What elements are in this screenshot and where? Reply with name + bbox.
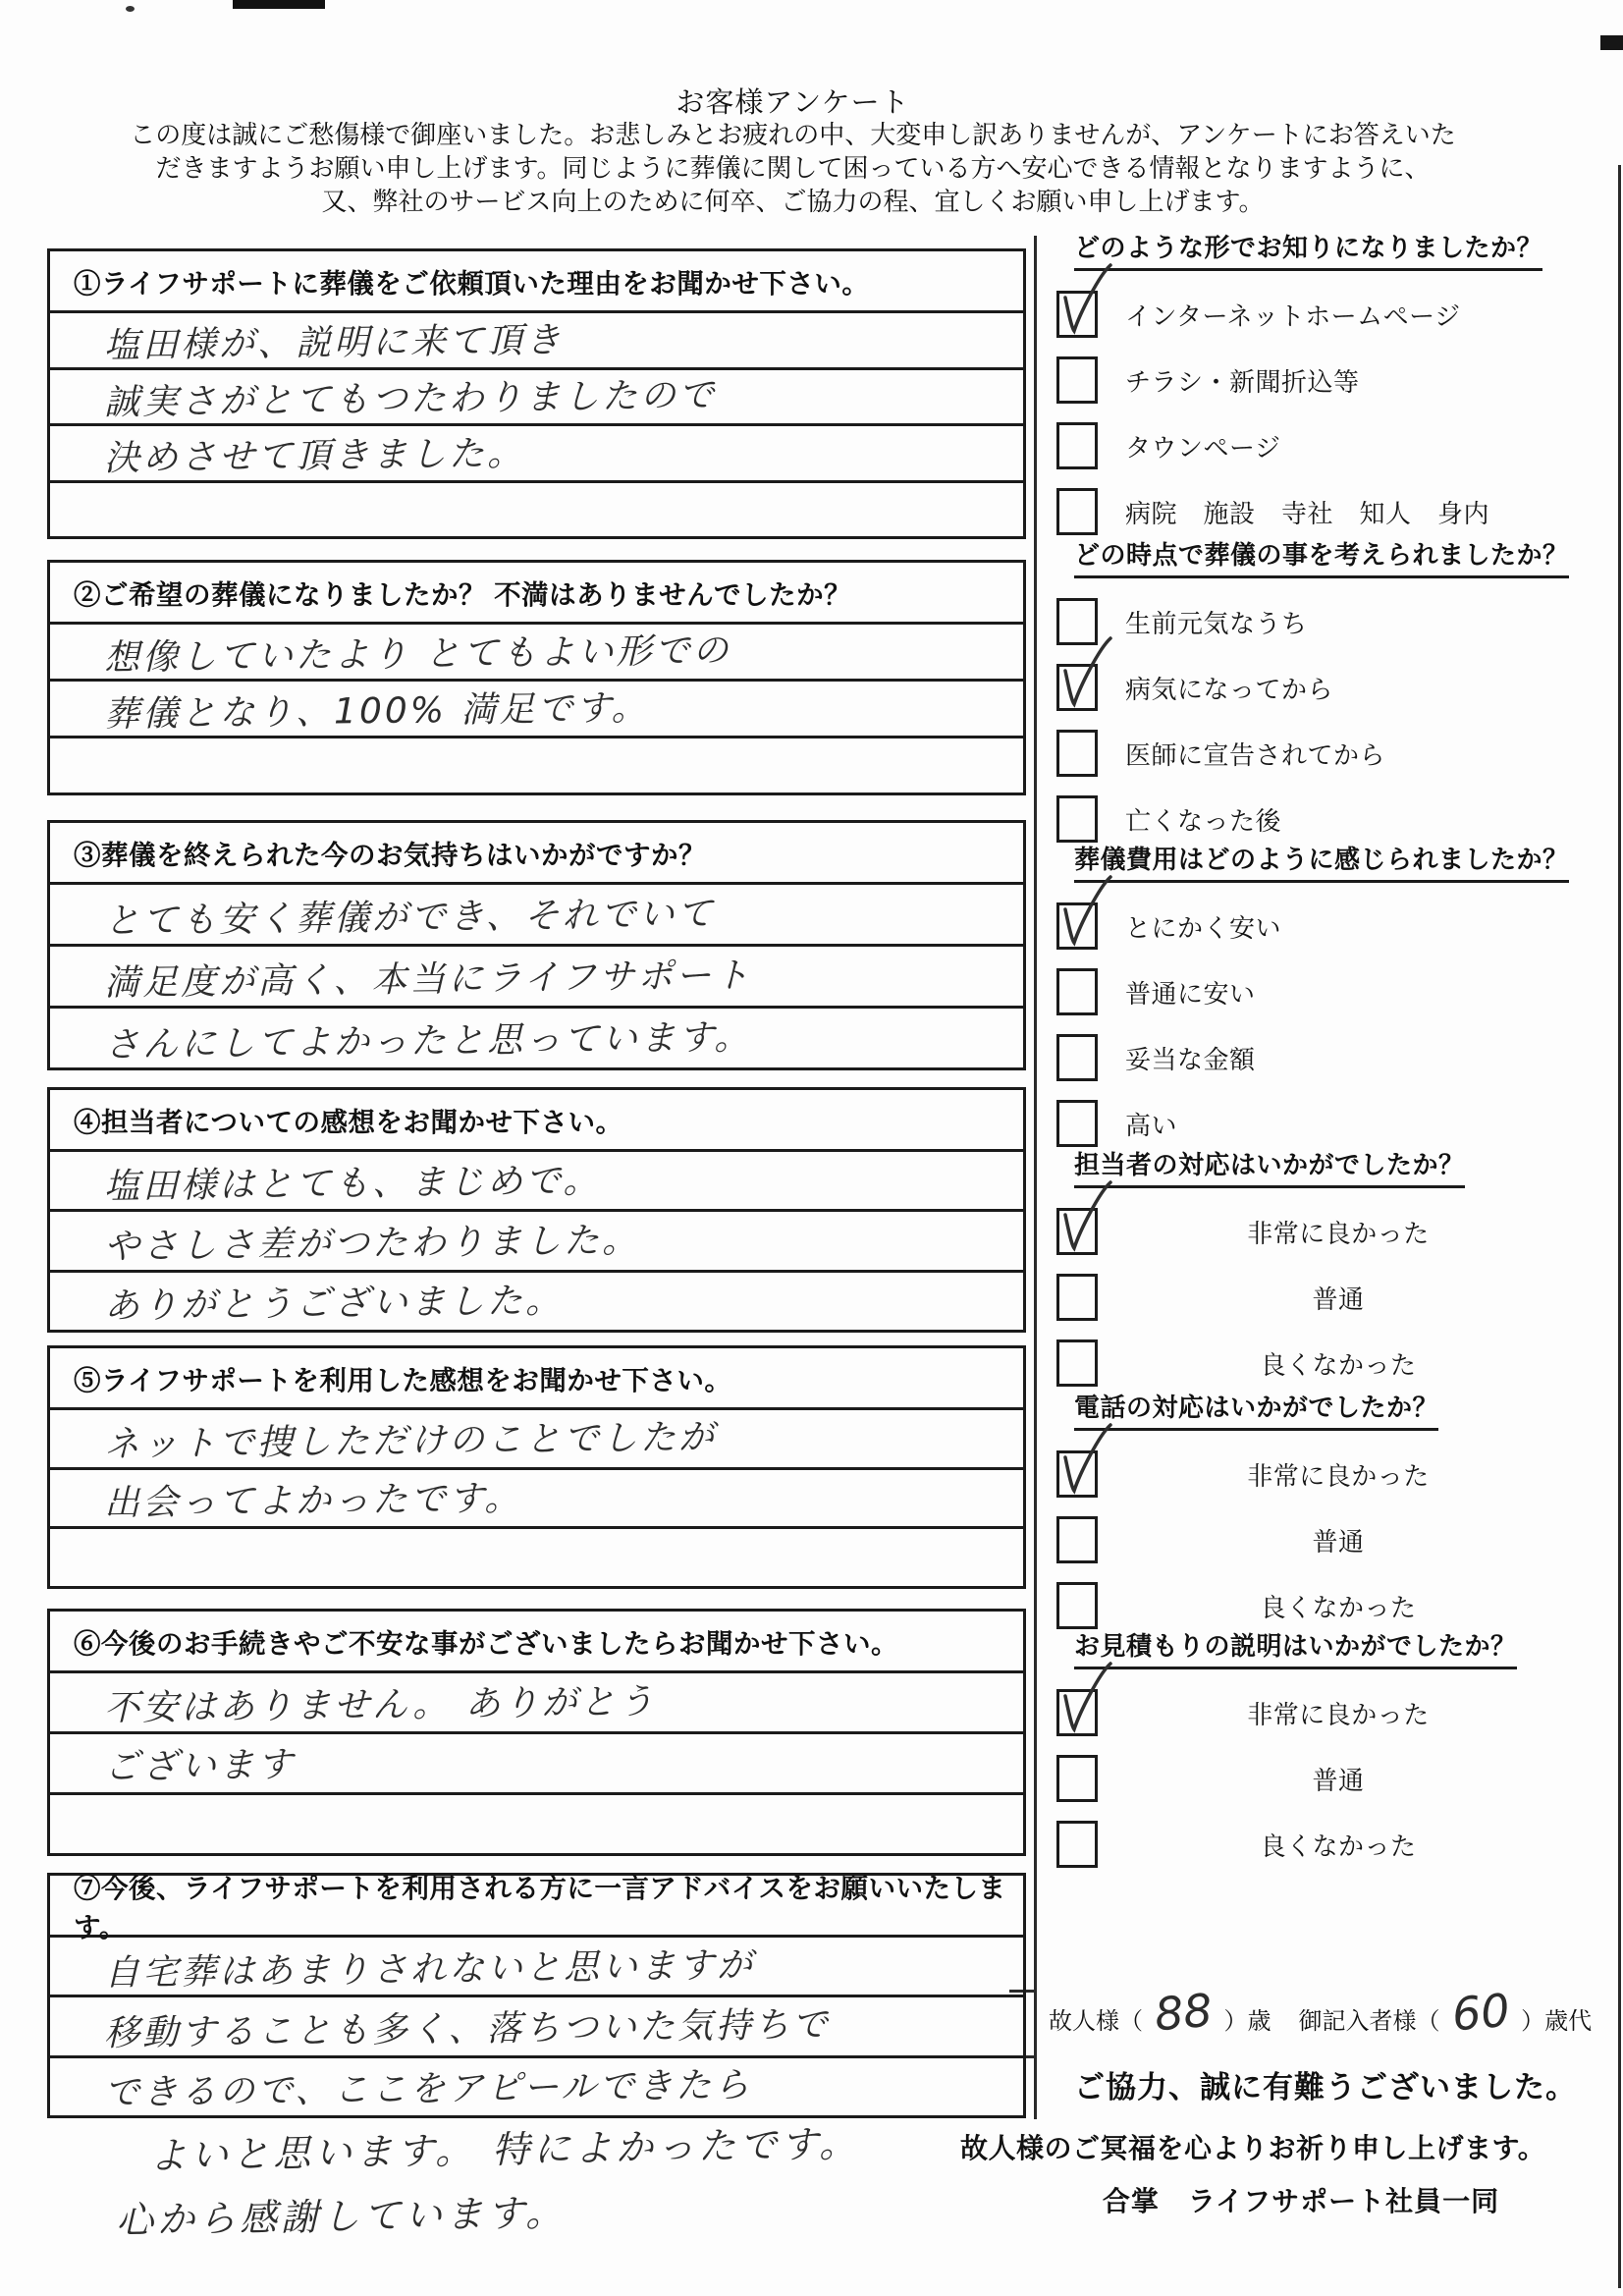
checkbox-option <box>1047 664 1610 711</box>
question-7-title: ⑦今後、ライフサポートを利用される方に一言アドバイスをお願いいたします。 <box>50 1876 1023 1938</box>
answer-line <box>50 2058 1023 2115</box>
scan-artifact <box>233 0 325 9</box>
handwritten-answer: 不安はありません。 ありがとう <box>103 1681 657 1729</box>
answer-area <box>50 313 1023 536</box>
handwritten-answer: 決めさせて頂きました。 <box>103 433 526 479</box>
writer-age-suffix: ）歳代 <box>1521 2007 1593 2035</box>
handwritten-answer: 自宅葬はあまりされないと思いますが <box>103 1944 756 1994</box>
option-label: 良くなかった <box>1260 1592 1417 1622</box>
checkbox-option <box>1047 795 1610 843</box>
answer-line <box>50 625 1023 682</box>
checkbox-option <box>1047 1208 1610 1255</box>
checkbox[interactable] <box>1056 1339 1098 1387</box>
answer-area <box>50 1938 1023 2115</box>
checkbox[interactable] <box>1056 968 1098 1015</box>
checkbox[interactable] <box>1056 1755 1098 1802</box>
answer-area <box>50 885 1023 1067</box>
checkbox[interactable] <box>1056 902 1098 950</box>
question-box-7 <box>47 1873 1026 2118</box>
checkbox-option <box>1047 1689 1610 1736</box>
option-label: 亡くなった後 <box>1125 805 1282 836</box>
checkbox-option <box>1047 1821 1610 1868</box>
survey-section-cost-impression <box>1047 840 1610 1166</box>
checkbox[interactable] <box>1056 795 1098 843</box>
option-label: 非常に良かった <box>1247 1218 1430 1248</box>
survey-header <box>1047 1626 1610 1669</box>
answer-line <box>50 682 1023 738</box>
survey-header-label: どの時点で葬儀の事を考えられましたか？ <box>1074 535 1569 578</box>
scan-artifact <box>126 6 135 12</box>
checkbox-option <box>1047 291 1610 338</box>
option-label: 生前元気なうち <box>1125 608 1308 638</box>
option-label: 妥当な金額 <box>1125 1044 1256 1074</box>
checkbox[interactable] <box>1056 291 1098 338</box>
handwritten-answer: ネットで捜しただけのことでしたが <box>103 1417 718 1466</box>
checkbox[interactable] <box>1056 1516 1098 1563</box>
company-signature: 合掌 ライフサポート社員一同 <box>1102 2186 1500 2216</box>
page-title: お客様アンケート <box>676 87 910 119</box>
deceased-age-value: 88 <box>1152 1983 1215 2042</box>
question-6-title: ⑥今後のお手続きやご不安な事がございましたらお聞かせ下さい。 <box>50 1612 1023 1673</box>
survey-header-label: お見積もりの説明はいかがでしたか？ <box>1074 1626 1517 1669</box>
intro-paragraph <box>49 118 1537 218</box>
survey-header <box>1047 535 1610 578</box>
option-label: 良くなかった <box>1260 1349 1417 1380</box>
survey-header <box>1047 840 1610 883</box>
checkbox-option <box>1047 488 1610 535</box>
handwritten-answer: 満足度が高く、本当にライフサポート <box>103 955 753 1004</box>
question-3-title: ③葬儀を終えられた今のお気持ちはいかがですか？ <box>50 823 1023 885</box>
answer-line <box>50 1009 1023 1067</box>
checkbox[interactable] <box>1056 664 1098 711</box>
answer-line <box>50 483 1023 537</box>
checkbox-option <box>1047 1339 1610 1387</box>
option-label: 非常に良かった <box>1247 1460 1430 1491</box>
handwritten-answer: できるので、ここをアピールできたら <box>103 2065 753 2114</box>
option-label: タウンページ <box>1125 432 1281 463</box>
deceased-age-label: 故人様（ <box>1049 2007 1143 2035</box>
option-label: 普通 <box>1312 1526 1365 1557</box>
question-box-6 <box>47 1609 1026 1856</box>
handwritten-answer: 移動することも多く、落ちついた気持ちで <box>103 2004 831 2054</box>
checkbox-option <box>1047 1516 1610 1563</box>
question-4-title: ④担当者についての感想をお聞かせ下さい。 <box>50 1090 1023 1152</box>
option-label: 普通 <box>1312 1284 1365 1314</box>
checkbox[interactable] <box>1056 422 1098 469</box>
answer-line <box>50 1529 1023 1586</box>
question-box-4 <box>47 1087 1026 1333</box>
handwritten-answer: 出会ってよかったです。 <box>103 1478 523 1524</box>
scan-artifact <box>1600 35 1623 50</box>
survey-section-staff-response <box>1047 1145 1610 1405</box>
handwritten-answer: 塩田様はとても、まじめで。 <box>103 1160 602 1207</box>
checkmark-icon <box>1055 262 1116 341</box>
checkbox[interactable] <box>1056 1450 1098 1498</box>
option-label: 病気になってから <box>1125 674 1334 704</box>
checkbox-option <box>1047 356 1610 404</box>
checkbox[interactable] <box>1056 356 1098 404</box>
option-label: とにかく安い <box>1125 912 1282 943</box>
checkbox[interactable] <box>1056 1821 1098 1868</box>
checkbox[interactable] <box>1056 1689 1098 1736</box>
checkbox-option <box>1047 1034 1610 1081</box>
answer-line <box>50 1152 1023 1212</box>
page-edge-line <box>1618 165 1621 2288</box>
answer-area <box>50 625 1023 793</box>
checkbox-option <box>1047 598 1610 645</box>
checkbox[interactable] <box>1056 1208 1098 1255</box>
checkbox[interactable] <box>1056 1034 1098 1081</box>
survey-header-label: 葬儀費用はどのように感じられましたか？ <box>1074 840 1569 883</box>
question-1-title: ①ライフサポートに葬儀をご依頼頂いた理由をお聞かせ下さい。 <box>50 251 1023 313</box>
checkbox-option <box>1047 968 1610 1015</box>
checkbox-option <box>1047 1755 1610 1802</box>
checkmark-icon <box>1055 874 1116 953</box>
handwritten-answer: 葬儀となり、100% 満足です。 <box>103 687 650 736</box>
answer-line <box>50 313 1023 370</box>
answer-area <box>50 1152 1023 1330</box>
answer-line <box>50 1734 1023 1795</box>
checkbox-option <box>1047 730 1610 777</box>
answer-line <box>50 426 1023 483</box>
checkmark-icon <box>1055 635 1116 714</box>
answer-line <box>50 1673 1023 1734</box>
answer-line <box>50 1212 1023 1272</box>
option-label: 良くなかった <box>1260 1831 1417 1861</box>
answer-line <box>50 738 1023 793</box>
checkmark-icon <box>1055 1661 1116 1739</box>
survey-header-label: 電話の対応はいかがでしたか？ <box>1074 1388 1438 1431</box>
checkbox-option <box>1047 902 1610 950</box>
survey-section-estimate-explanation <box>1047 1626 1610 1886</box>
intro-line: だきますようお願い申し上げます。同じように葬儀に関して困っている方へ安心できる情報となりますように、 <box>155 153 1431 183</box>
checkbox-option <box>1047 1582 1610 1629</box>
question-5-title: ⑤ライフサポートを利用した感想をお聞かせ下さい。 <box>50 1348 1023 1410</box>
checkbox[interactable] <box>1056 488 1098 535</box>
thanks-message: ご協力、誠に有難うございました。 <box>1074 2070 1577 2105</box>
option-label: 非常に良かった <box>1247 1699 1430 1729</box>
intro-line: 又、弊社のサービス向上のために何卒、ご協力の程、宜しくお願い申し上げます。 <box>321 187 1265 216</box>
survey-header <box>1047 228 1610 271</box>
deceased-age-suffix: ）歳 <box>1223 2007 1271 2035</box>
survey-header <box>1047 1145 1610 1188</box>
age-fields <box>1049 1983 1613 2045</box>
checkbox-option <box>1047 1274 1610 1321</box>
question-2-title: ②ご希望の葬儀になりましたか？ 不満はありませんでしたか？ <box>50 563 1023 625</box>
writer-age-value: 60 <box>1449 1983 1512 2042</box>
answer-line <box>50 370 1023 427</box>
question-box-2 <box>47 560 1026 795</box>
answer-line <box>50 1938 1023 1997</box>
handwritten-answer-overflow: 心から感謝しています。 <box>115 2190 568 2243</box>
question-box-3 <box>47 820 1026 1070</box>
handwritten-answer: やさしさ差がつたわりました。 <box>103 1220 641 1268</box>
checkbox[interactable] <box>1056 730 1098 777</box>
answer-line <box>50 1410 1023 1470</box>
answer-line <box>50 1795 1023 1853</box>
condolence-message: 故人様のご冥福を心よりお祈り申し上げます。 <box>960 2133 1546 2163</box>
option-label: 病院 施設 寺社 知人 身内 <box>1125 498 1490 528</box>
question-box-1 <box>47 248 1026 539</box>
option-label: チラシ・新聞折込等 <box>1125 366 1360 397</box>
handwritten-answer: さんにしてよかったと思っています。 <box>103 1016 753 1066</box>
survey-section-how-found <box>1047 228 1610 554</box>
answer-line <box>50 885 1023 947</box>
option-label: 普通に安い <box>1125 978 1256 1009</box>
handwritten-answer: ありがとうございました。 <box>103 1281 565 1328</box>
checkbox[interactable] <box>1056 1100 1098 1147</box>
option-label: 医師に宣告されてから <box>1125 739 1386 770</box>
option-label: 普通 <box>1312 1765 1365 1795</box>
survey-section-phone-response <box>1047 1388 1610 1648</box>
writer-age-label: 御記入者様（ <box>1298 2007 1440 2035</box>
answer-line <box>50 1273 1023 1330</box>
survey-header-label: 担当者の対応はいかがでしたか？ <box>1074 1145 1465 1188</box>
question-box-5 <box>47 1345 1026 1589</box>
survey-header-label: どのような形でお知りになりましたか？ <box>1074 228 1542 271</box>
handwritten-answer: 塩田様が、説明に来て頂き <box>103 319 565 366</box>
checkmark-icon <box>1055 1422 1116 1501</box>
checkmark-icon <box>1055 1179 1116 1258</box>
handwritten-answer: ございます <box>103 1744 297 1788</box>
checkbox[interactable] <box>1056 1274 1098 1321</box>
checkbox-option <box>1047 1100 1610 1147</box>
handwritten-answer: 想像していたより とてもよい形での <box>103 630 731 679</box>
answer-line <box>50 1997 1023 2057</box>
checkbox-option <box>1047 422 1610 469</box>
survey-section-when-considered <box>1047 535 1610 861</box>
survey-header <box>1047 1388 1610 1431</box>
checkbox[interactable] <box>1056 1582 1098 1629</box>
option-label: インターネットホームページ <box>1125 301 1461 331</box>
option-label: 高い <box>1125 1110 1178 1140</box>
handwritten-answer-overflow: よいと思います。 特によかったです。 <box>148 2121 861 2178</box>
answer-line <box>50 1470 1023 1530</box>
answer-area <box>50 1410 1023 1586</box>
handwritten-answer: とても安く葬儀ができ、それでいて <box>103 893 716 942</box>
column-divider-line <box>1034 236 1037 2119</box>
answer-area <box>50 1673 1023 1853</box>
checkbox-option <box>1047 1450 1610 1498</box>
intro-line: この度は誠にご愁傷様で御座いました。お悲しみとお疲れの中、大変申し訳ありませんが、アンケートにお答えいた <box>130 120 1456 149</box>
handwritten-answer: 誠実さがとてもつたわりましたので <box>103 375 718 424</box>
answer-line <box>50 947 1023 1009</box>
